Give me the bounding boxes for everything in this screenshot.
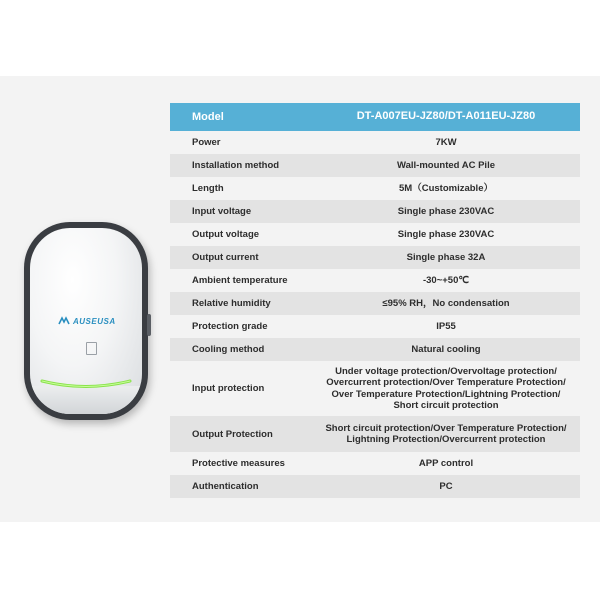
row-value xyxy=(312,315,580,338)
table-row xyxy=(170,131,580,154)
row-value xyxy=(312,338,580,361)
row-value-line: Over Temperature Protection/Lightning Protection/ xyxy=(331,388,561,400)
row-value-line: 7KW xyxy=(435,136,457,148)
row-label: Power xyxy=(170,131,312,154)
table-header-row xyxy=(170,103,580,131)
row-value-line: IP55 xyxy=(436,320,456,332)
table-row xyxy=(170,246,580,269)
row-value xyxy=(312,416,580,452)
row-label: Output Protection xyxy=(170,416,312,452)
card-reader-icon xyxy=(86,342,97,355)
row-label: Ambient temperature xyxy=(170,269,312,292)
row-value-line: Single phase 230VAC xyxy=(397,205,495,217)
row-value-line: ≤95% RH，No condensation xyxy=(382,297,510,309)
row-label: Authentication xyxy=(170,475,312,498)
row-value-line: Lightning Protection/Overcurrent protection xyxy=(346,434,546,445)
row-value-line: APP control xyxy=(418,457,474,469)
row-label: Protective measures xyxy=(170,452,312,475)
row-label: Output voltage xyxy=(170,223,312,246)
header-label: Model xyxy=(170,103,312,131)
led-light-strip xyxy=(40,378,132,392)
row-value-line: Single phase 230VAC xyxy=(397,228,495,240)
row-label: Length xyxy=(170,177,312,200)
row-value xyxy=(312,223,580,246)
table-row xyxy=(170,315,580,338)
brand-logo xyxy=(58,316,116,326)
row-value xyxy=(312,131,580,154)
row-value xyxy=(312,475,580,498)
row-value-line: Short circuit protection xyxy=(393,400,499,411)
wave-logo-icon xyxy=(58,316,70,326)
row-label: Input protection xyxy=(170,361,312,416)
row-value xyxy=(312,246,580,269)
row-value xyxy=(312,269,580,292)
header-value: DT-A007EU-JZ80/DT-A011EU-JZ80 xyxy=(312,103,580,131)
spec-table xyxy=(170,103,580,498)
row-label: Input voltage xyxy=(170,200,312,223)
row-value-line: -30~+50℃ xyxy=(422,274,470,286)
table-row xyxy=(170,361,580,416)
row-label: Relative humidity xyxy=(170,292,312,315)
table-row xyxy=(170,452,580,475)
row-value xyxy=(312,361,580,416)
table-row xyxy=(170,200,580,223)
table-row xyxy=(170,475,580,498)
table-row xyxy=(170,177,580,200)
row-value xyxy=(312,200,580,223)
row-label: Installation method xyxy=(170,154,312,177)
table-row xyxy=(170,292,580,315)
row-value-line: PC xyxy=(439,480,453,492)
row-value xyxy=(312,292,580,315)
table-row xyxy=(170,338,580,361)
row-value xyxy=(312,154,580,177)
row-value-line: Under voltage protection/Overvoltage protection/ xyxy=(335,365,557,377)
brand-name: AUSEUSA xyxy=(73,316,116,326)
row-label: Protection grade xyxy=(170,315,312,338)
row-value xyxy=(312,452,580,475)
row-value-line: Overcurrent protection/Over Temperature Protection/ xyxy=(326,377,566,388)
table-row xyxy=(170,416,580,452)
charger-front-face xyxy=(30,228,142,414)
table-row xyxy=(170,223,580,246)
row-label: Cooling method xyxy=(170,338,312,361)
row-value-line: Wall-mounted AC Pile xyxy=(397,159,495,171)
table-row xyxy=(170,269,580,292)
ev-charger-image xyxy=(24,222,148,420)
row-value-line: 5M（Customizable） xyxy=(399,182,493,194)
row-value-line: Short circuit protection/Over Temperature Protection/ xyxy=(325,422,567,434)
row-value-line: Natural cooling xyxy=(411,343,481,355)
row-label: Output current xyxy=(170,246,312,269)
row-value-line: Single phase 32A xyxy=(406,251,486,263)
table-row xyxy=(170,154,580,177)
row-value xyxy=(312,177,580,200)
side-button xyxy=(147,314,151,336)
